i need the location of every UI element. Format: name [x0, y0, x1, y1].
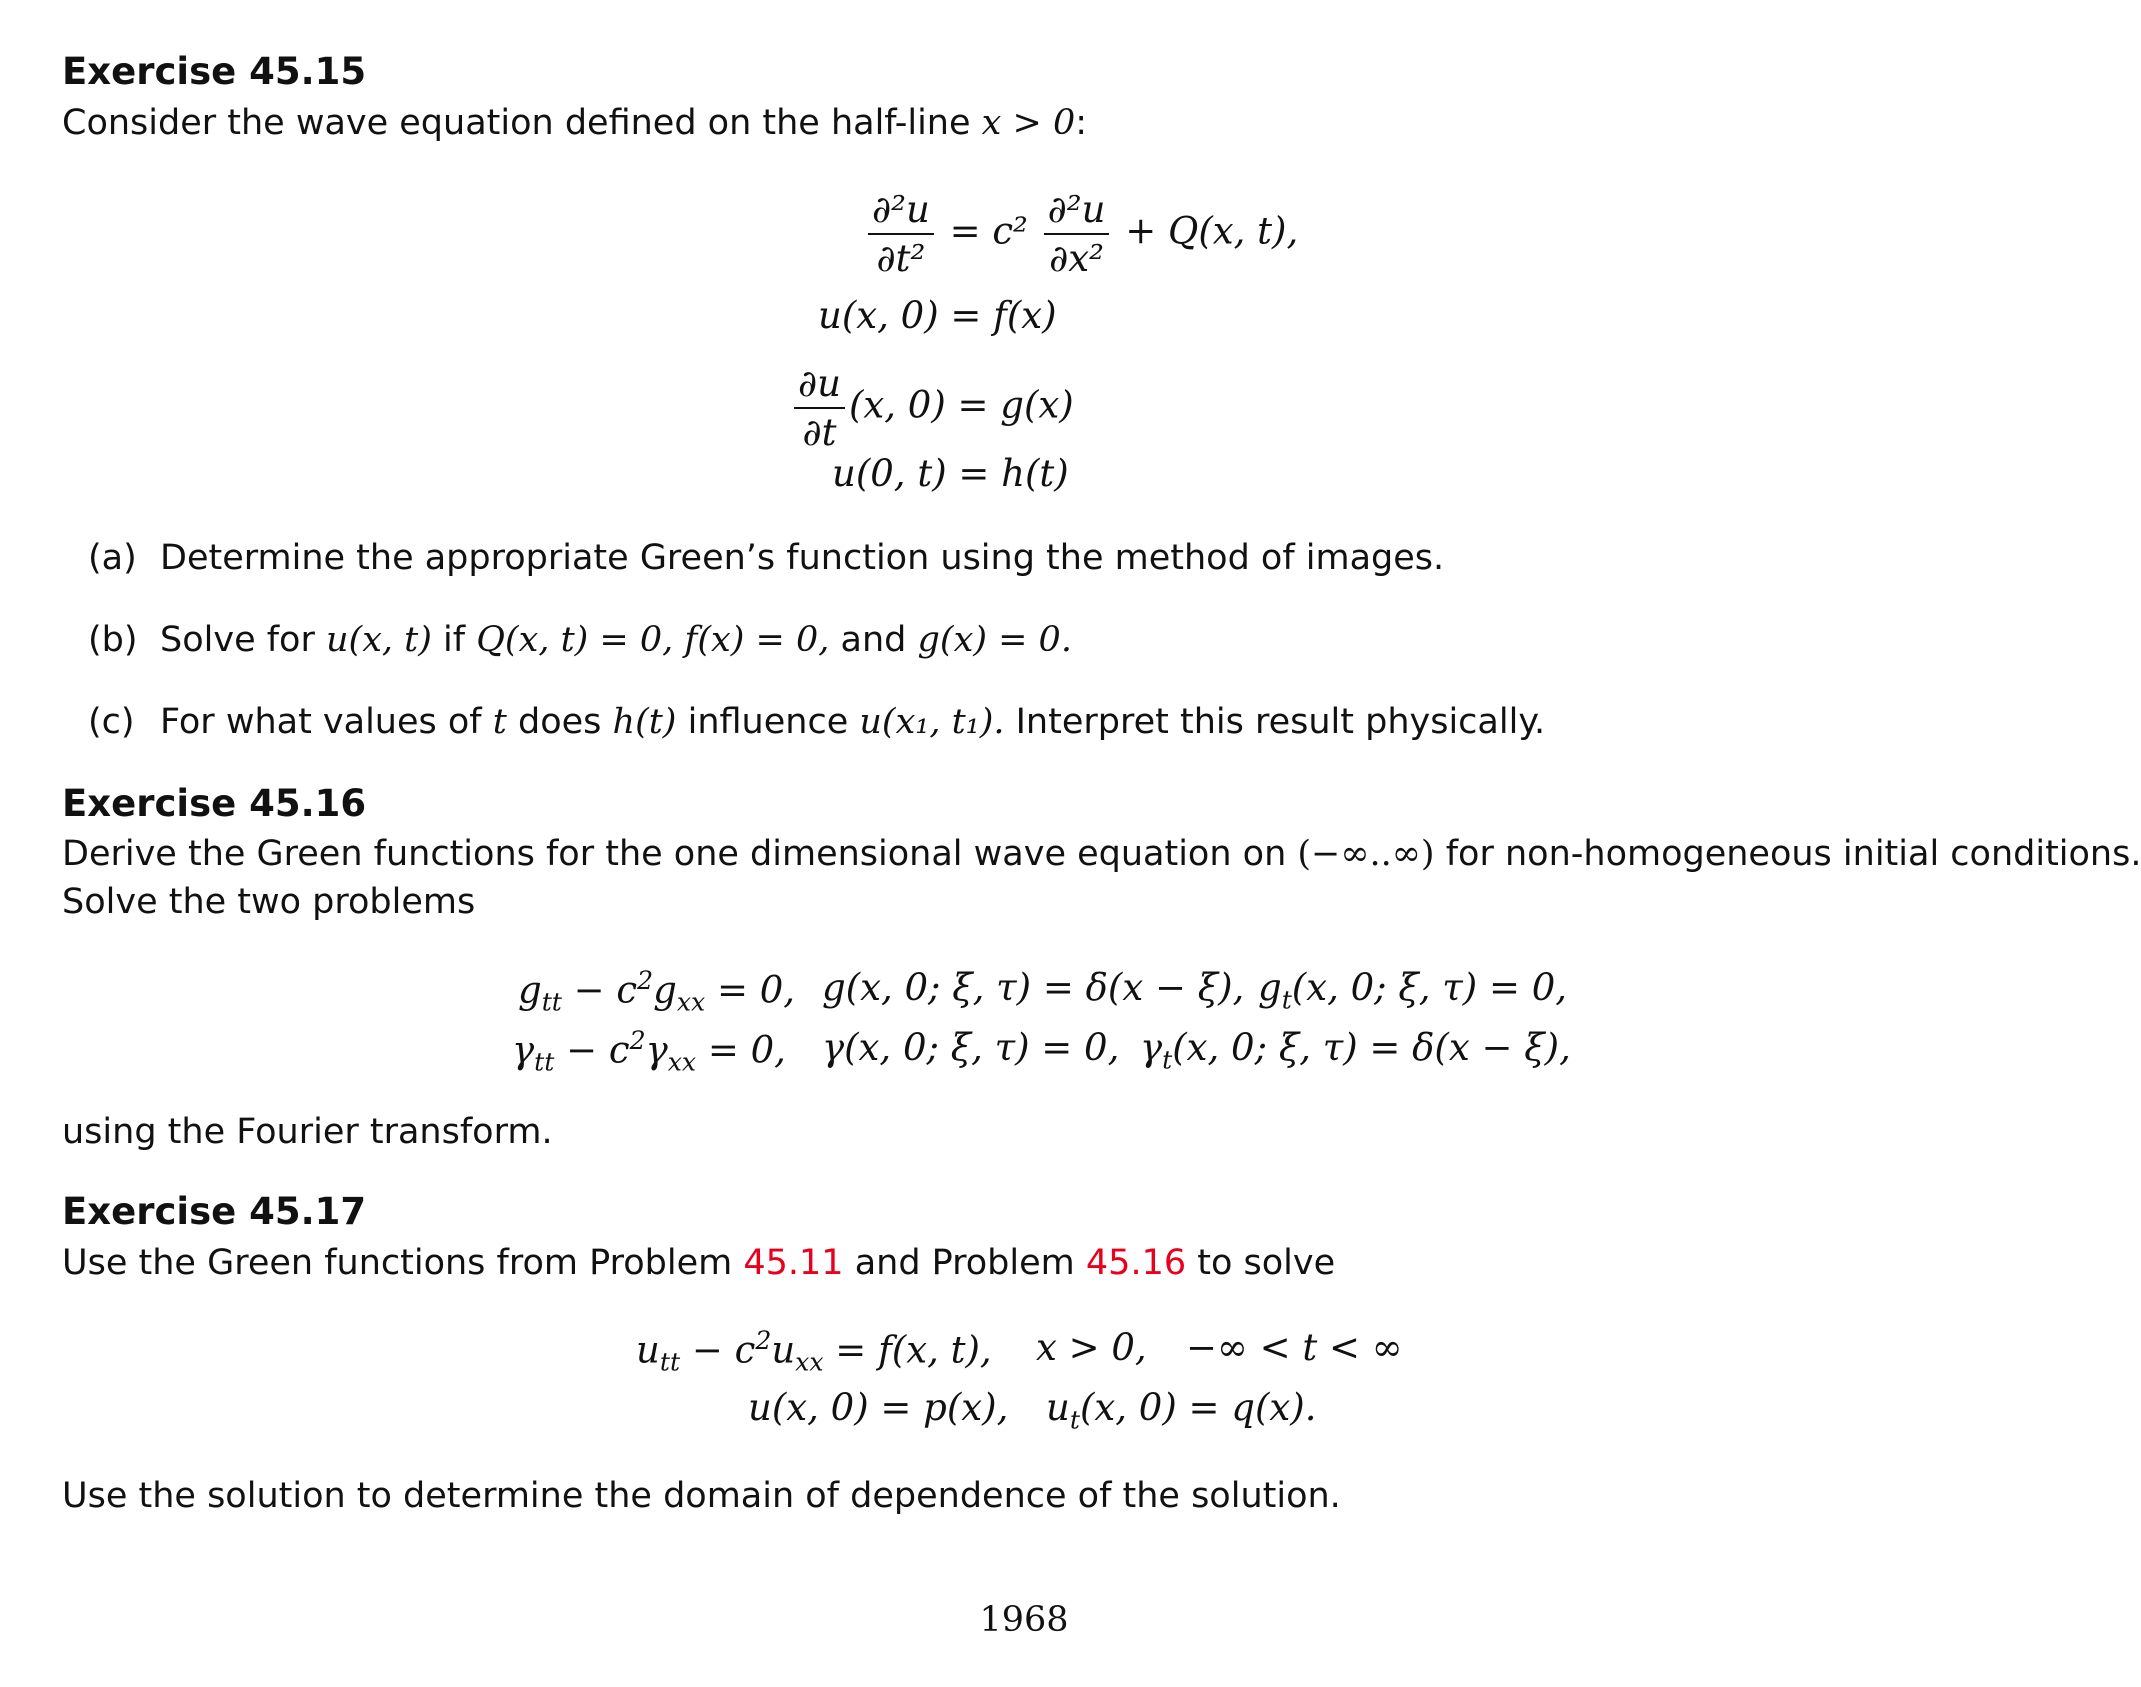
problem-gamma-initial-t: $\gamma_t(x$, 0; ξ, τ) = δ(x − ξ), [1140, 1026, 1571, 1075]
exercise-45-17-title: Exercise 45.17 [62, 1190, 367, 1233]
exercise-45-15-intro: Consider the wave equation defined on the half-line x > 0: [62, 103, 1088, 143]
exercise-45-16-title: Exercise 45.16 [62, 782, 367, 825]
reference-45-11-link[interactable]: 45.11 [743, 1243, 844, 1283]
part-a: (a) Determine the appropriate Green’s function using the method of images. [88, 538, 1445, 578]
wave-equation: $\frac{\text{∂²u}}{\text{∂t²}}$ = c² $\frac{\text{∂²u}}{\text{∂x²}}$ + Q(x, t), [864, 188, 1298, 280]
exercise-45-16-after: using the Fourier transform. [62, 1112, 553, 1152]
domain-condition-x: x > 0, [1036, 1326, 1147, 1369]
page-number: 1968 [979, 1600, 1069, 1640]
reference-45-16-link[interactable]: 45.16 [1085, 1243, 1187, 1283]
boundary-condition: u(0, t) = h(t) [832, 452, 1069, 495]
problem-g-initial-t: $g_t(x$, 0; ξ, τ) = 0, [1258, 966, 1568, 1015]
domain-condition-t: −∞ < t < ∞ [1186, 1326, 1403, 1369]
initial-conditions-q: $u_t(x$, 0) = q(x). [1046, 1386, 1317, 1435]
part-b: (b) Solve for u(x, t) if Q(x, t) = 0, f(x) = 0, and g(x) = 0. [88, 620, 1072, 660]
problem-gamma-initial: γ(x, 0; ξ, τ) = 0, [822, 1026, 1120, 1069]
problem-gamma-equation: $\gamma_{tt} - c^2\gamma_{xx} = 0$, [512, 1026, 786, 1077]
exercise-45-17-line1: Use the Green functions from Problem 45.11 and Problem 45.16 to solve [62, 1243, 1336, 1283]
exercise-45-15-title: Exercise 45.15 [62, 50, 367, 93]
initial-conditions-p: u(x, 0) = p(x), [748, 1386, 1009, 1429]
forced-wave-equation: $u_{tt} - c^2u_{xx} = f(x$, t), [636, 1326, 992, 1377]
exercise-45-16-line2: Solve the two problems [62, 882, 476, 922]
initial-condition-ut: $\frac{\partial u}{\partial t}$ (x, 0) = g(x) [790, 362, 1074, 454]
exercise-45-16-line1: Derive the Green functions for the one dimensional wave equation on (−∞..∞) for non-homogeneous initial conditions. [62, 834, 2141, 874]
initial-condition-u: u(x, 0) = f(x) [818, 294, 1057, 337]
problem-g-initial: g(x, 0; ξ, τ) = δ(x − ξ), [822, 966, 1245, 1009]
part-c: (c) For what values of t does h(t) influence u(x₁, t₁). Interpret this result physically. [88, 702, 1546, 742]
exercise-45-17-after: Use the solution to determine the domain of dependence of the solution. [62, 1476, 1341, 1516]
problem-g-equation: $g_{tt} - c^2g_{xx} = 0$, [518, 966, 796, 1017]
